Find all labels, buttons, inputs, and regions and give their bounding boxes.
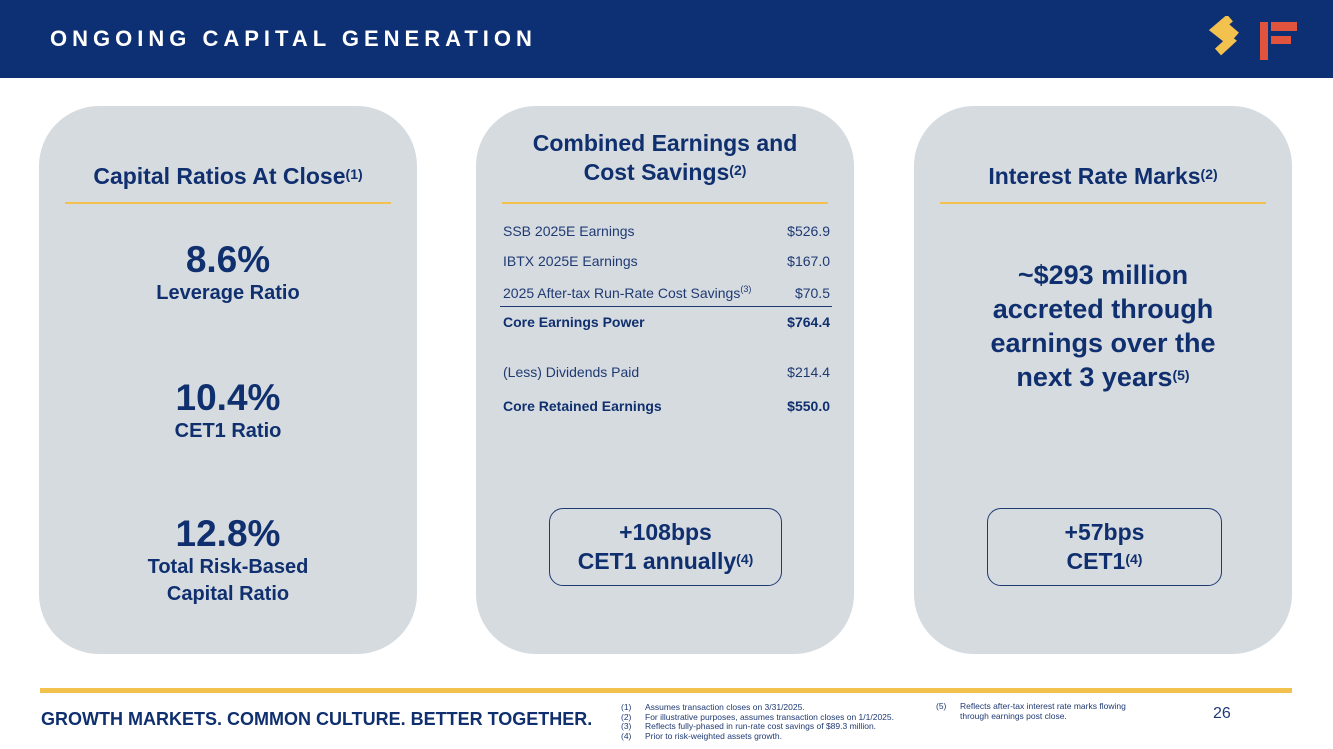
cet1-ratio-metric [39,378,417,445]
row-value: $526.9 [787,223,830,239]
title-line: Cost Savings$^{(2)}$ [583,159,747,185]
footer-tagline: GROWTH MARKETS. COMMON CULTURE. BETTER TOGETHER. [41,709,593,729]
interest-rate-marks-title: Interest Rate Marks$^{(2)}$ [988,163,1218,189]
metric-value: 12.8% [175,513,281,554]
row-label: SSB 2025E Earnings [503,223,635,239]
footnote: (4) Prior to risk-weighted assets growth. [621,730,782,741]
cet1-annual-callout [549,508,782,586]
title-divider [940,202,1266,204]
metric-label: Total Risk-Based [147,556,309,578]
earnings-panel [476,106,854,654]
row-value: $764.4 [787,314,830,330]
sf-logo [1208,16,1300,64]
callout-line: CET1 annually$^{(4)}$ [577,548,754,574]
metric-label: Capital Ratio [166,583,290,605]
footnote: through earnings post close. [960,710,1067,721]
footer-divider [40,688,1292,693]
capital-ratios-panel [39,106,417,654]
callout-line: +57bps [1064,519,1145,545]
page-number: 26 [1213,705,1231,722]
total-risk-based-capital-metric [39,514,417,608]
table-rule [500,306,832,307]
statement-line: accreted through [992,294,1214,324]
row-label: (Less) Dividends Paid [503,364,640,380]
accretion-statement [914,258,1292,394]
statement-line: ~$293 million [1017,260,1189,290]
row-label: Core Earnings Power [503,314,645,330]
metric-value: 8.6% [185,239,271,280]
header-bar [0,0,1333,78]
row-value: $167.0 [787,253,830,269]
callout-line: +108bps [619,519,712,545]
footnotes-right [936,702,1126,721]
page-title: ONGOING CAPITAL GENERATION [50,26,537,51]
cet1-callout [987,508,1222,586]
row-value: $70.5 [794,285,830,301]
statement-line: next 3 years$^{(5)}$ [1016,362,1190,392]
row-value: $214.4 [787,364,830,380]
metric-value: 10.4% [175,377,281,418]
footnote: (1) Assumes transaction closes on 3/31/2025. [621,702,805,712]
leverage-ratio-metric [39,240,417,307]
logo-f-mark [1260,22,1297,60]
footnotes-left [621,703,894,741]
metric-label: CET1 Ratio [174,420,282,442]
title-divider [65,202,391,204]
row-label: 2025 After-tax Run-Rate Cost Savings$^{(3)}$ [503,284,752,301]
metric-label: Leverage Ratio [156,282,300,304]
capital-ratios-title: Capital Ratios At Close$^{(1)}$ [93,163,363,189]
footnote: (2) For illustrative purposes, assumes transaction closes on 1/1/2025. [621,711,894,722]
footnote: (5) Reflects after-tax interest rate marks flowing [936,701,1126,711]
callout-line: CET1$^{(4)}$ [1066,548,1143,574]
row-label: IBTX 2025E Earnings [503,253,638,269]
interest-rate-marks-panel [914,106,1292,654]
statement-line: earnings over the [990,328,1216,358]
footnote: (3) Reflects fully-phased in run-rate cost savings of $89.3 million. [621,721,877,732]
row-label: Core Retained Earnings [503,398,662,414]
earnings-title [476,129,854,187]
title-divider [502,202,828,204]
title-line: Combined Earnings and [532,130,798,156]
logo-s-mark [1216,18,1236,52]
row-value: $550.0 [787,398,830,414]
